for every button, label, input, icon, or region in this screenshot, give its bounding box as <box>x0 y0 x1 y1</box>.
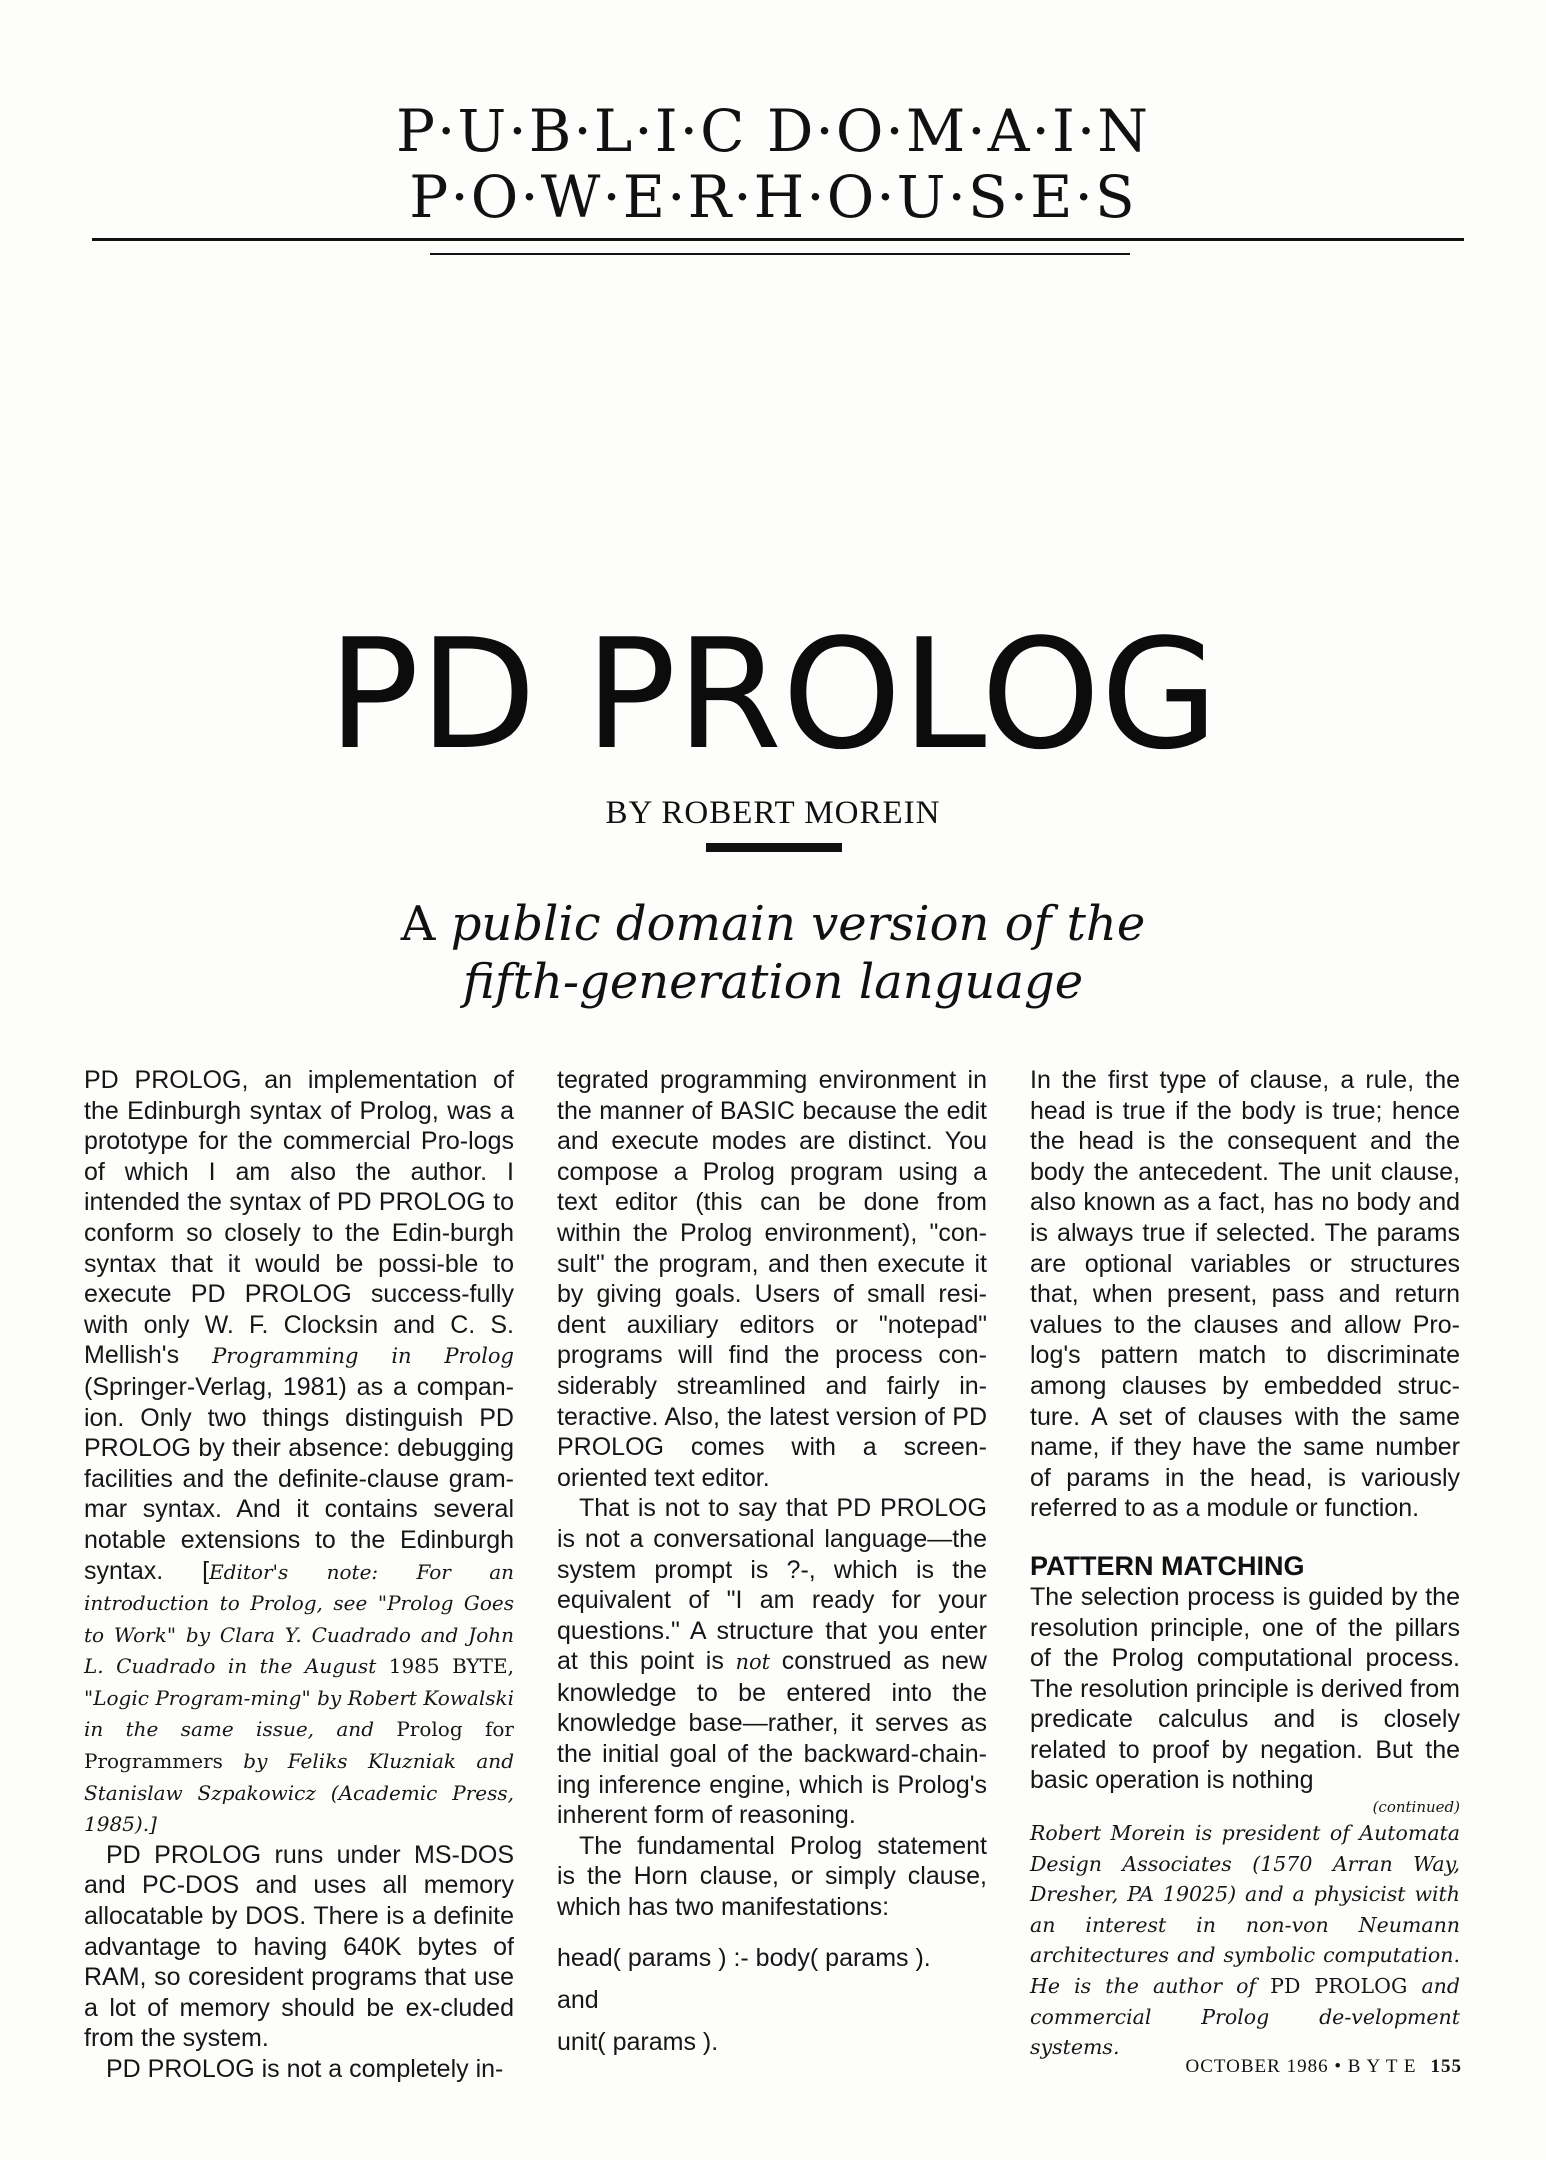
section-kicker <box>0 98 1546 230</box>
header-rule-short <box>430 253 1130 255</box>
code-head-clause: head( params ) :- body( params ). <box>557 1943 931 1972</box>
paragraph-6: In the first type of clause, a rule, the head is true if the body is true; hence the head is the consequent and the body the antecedent. The unit clause, also known as a fact, has no body and is always true if selected. The params are optional variables or structures that, when present, pass and return values to the clauses and allow Pro-log's pattern match to discriminate among clauses by embedded struc-ture. A set of clauses with the same name, if they have the same number of params in the head, is variously referred to as a module or function. <box>1030 1066 1460 1523</box>
column-2 <box>557 1065 987 2063</box>
page-number: 155 <box>1430 2056 1462 2077</box>
column-3 <box>1030 1065 1460 2063</box>
paragraph-3: tegrated programming environment in the manner of BASIC because the edit and execute modes are distinct. You compose a Prolog program using a text editor (this can be done from within the Prolog environment), "con-sult" the program, and then execute it by giving goals. Users of small resi-dent auxiliary editors or "notepad" programs will find the process con-siderably streamlined and fairly in-teractive. Also, the latest version of PD PROLOG comes with a screen-oriented text editor. <box>557 1066 987 1492</box>
byline-bar <box>706 843 842 852</box>
author-bio: Robert Morein is president of Automata Design Associates (1570 Arran Way, Dresher, PA 19025) and a physicist with an interest in non-von Neumann architectures and symbolic computation. He is the author of PD PROLOG and commercial Prolog de-velopment systems. <box>1030 1821 1460 2060</box>
deck-line-1: A public domain version of the <box>400 896 1146 952</box>
paragraph-5: The fundamental Prolog statement is the Horn clause, or simply clause, which has two manifestations: <box>557 1831 987 1922</box>
column-1 <box>84 1065 514 2085</box>
article-byline: BY ROBERT MOREIN <box>605 795 941 831</box>
article-deck <box>0 895 1546 1011</box>
kicker-line-1: P·U·B·L·I·C D·O·M·A·I·N <box>395 97 1151 165</box>
paragraph-2: PD PROLOG runs under MS-DOS and PC-DOS and uses all memory allocatable by DOS. There is a definite advantage to having 640K bytes of RAM, so coresident programs that use a lot of memory should be ex-cluded from the system. <box>84 1840 514 2053</box>
page-folio <box>1186 2056 1463 2078</box>
paragraph-1: PD PROLOG, an implementation of the Edinburgh syntax of Prolog, was a prototype for the commercial Pro-logs of which I am also the author. I intended the syntax of PD PROLOG to conform so closely to the Edin-burgh syntax that it would be possi-ble to execute PD PROLOG success-fully with only W. F. Clocksin and C. S. Mellish's Programming in Prolog (Springer-Verlag, 1981) as a compan-ion. Only two things distinguish PD PROLOG by their absence: debugging facilities and the definite-clause gram-mar syntax. And it contains several notable extensions to the Edinburgh syntax. [Editor's note: For an introduction to Prolog, see "Prolog Goes to Work" by Clara Y. Cuadrado and John L. Cuadrado in the August 1985 BYTE, "Logic Program-ming" by Robert Kowalski in the same issue, and Prolog for Programmers by Feliks Kluzniak and Stanislaw Szpakowicz (Academic Press, 1985).] <box>84 1066 515 1837</box>
paragraph-3-start: PD PROLOG is not a completely in- <box>106 2055 504 2083</box>
continued-marker: (continued) <box>1372 1798 1460 1817</box>
paragraph-7: The selection process is guided by the resolution principle, one of the pillars of the Prolog computational process. The resolution principle is derived from predicate calculus and is closely related to proof by negation. But the basic operation is nothing <box>1030 1582 1460 1795</box>
paragraph-4: That is not to say that PD PROLOG is not a conversational language—the system prompt is ?-, which is the equivalent of "I am ready for your questions." A structure that you enter at this point is not construed as new knowledge to be entered into the knowledge base—rather, it serves as the initial goal of the backward-chain-ing inference engine, which is Prolog's inherent form of reasoning. <box>557 1494 987 1830</box>
deck-line-2: fifth-generation language <box>462 954 1084 1010</box>
issue-line: OCTOBER 1986 • B Y T E <box>1185 2056 1417 2077</box>
article-title: PD PROLOG <box>327 606 1219 783</box>
editors-note: Editor's note: For an introduction to Prolog, see "Prolog Goes to Work" by Clara Y. Cuadrado and John L. Cuadrado in the August 1985 BYTE, "Logic Program-ming" by Robert Kowalski in the same issue, and Prolog for Programmers by Feliks Kluzniak and Stanislaw Szpakowicz (Academic Press, 1985).] <box>84 1559 515 1837</box>
kicker-line-2: P·O·W·E·R·H·O·U·S·E·S <box>409 163 1137 231</box>
code-unit-clause: unit( params ). <box>557 2027 719 2056</box>
code-and: and <box>557 1985 599 2014</box>
subhead-pattern-matching: PATTERN MATCHING <box>1030 1550 1305 1581</box>
header-rule-long <box>92 238 1464 241</box>
